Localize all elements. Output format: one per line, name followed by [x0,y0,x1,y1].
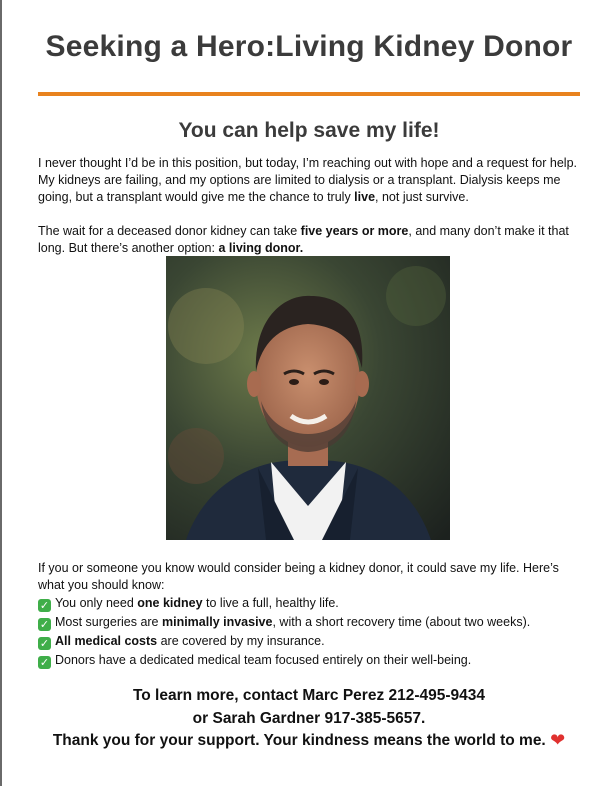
wait-text-1: The wait for a deceased donor kidney can take [38,224,301,238]
wait-paragraph [38,223,580,257]
wait-bold-living-donor: a living donor. [218,241,304,255]
contact-info [38,684,580,730]
checklist-text-post: to live a full, healthy life. [202,596,339,610]
checklist-item [38,651,580,670]
checklist-text-pre: Most surgeries are [55,615,162,629]
contact-line-marc: To learn more, contact Marc Perez 212-495-9434 [132,687,486,704]
check-icon: ✓ [39,618,50,631]
page-title: Seeking a Hero:Living Kidney Donor [45,30,573,63]
donor-info-intro: If you or someone you know would consider being a kidney donor, it could save my life. Here’s what you should know: [38,561,559,592]
portrait-illustration [166,256,450,540]
intro-text-1: I never thought I’d be in this position, but today, I’m reaching out with hope and a request for help. My kidneys are failing, and my options are limited to dialysis or a transplant. Dialysis keeps me going, but a transplant would give me the chance to truly [38,156,577,204]
checklist-text-bold: minimally invasive [161,615,273,629]
checklist-text-pre: You only need [55,596,138,610]
left-border-line [0,0,2,786]
checklist-item [38,632,580,651]
page-subtitle: You can help save my life! [178,119,440,142]
wait-text-2: , and many don’t make it that long. But there’s another option: [38,224,569,255]
check-icon: ✓ [39,599,50,612]
check-icon: ✓ [39,656,50,669]
accent-divider [38,92,580,96]
checklist-text-post: are covered by my insurance. [157,634,325,648]
checklist-item [38,594,580,613]
checklist-text-bold: All medical costs [55,634,158,648]
checklist-text-post: , with a short recovery time (about two weeks). [272,615,531,629]
intro-paragraph [38,155,580,206]
checklist-text-pre: Donors have a dedicated medical team focused entirely on their well-being. [55,653,472,667]
contact-line-sarah: or Sarah Gardner 917-385-5657. [192,710,426,727]
check-icon: ✓ [39,637,50,650]
checklist-item [38,613,580,632]
thank-you-line [34,730,584,751]
portrait-photo [166,256,450,540]
heart-icon: ❤ [550,730,566,751]
checklist-text-bold: one kidney [137,596,203,610]
thank-you-text: Thank you for your support. Your kindness means the world to me. [52,732,546,749]
donor-info-section [38,560,580,670]
intro-bold-live: live [354,190,376,204]
wait-bold-years: five years or more [300,224,409,238]
intro-text-2: , not just survive. [375,190,469,204]
